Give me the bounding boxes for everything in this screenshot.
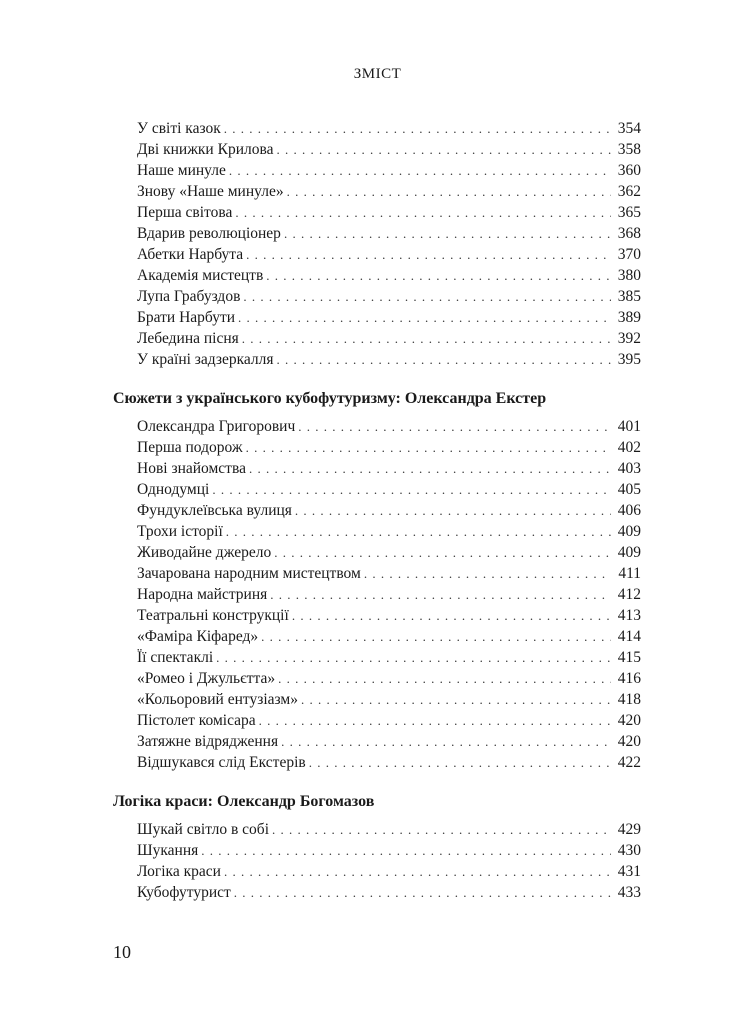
toc-entry-title: Олександра Григорович	[137, 418, 296, 435]
toc-entry-title: Перша світова	[137, 204, 233, 221]
toc-entry-page: 392	[617, 330, 641, 347]
dot-leader	[261, 626, 611, 647]
toc-entry-title: Кубофутурист	[137, 884, 231, 901]
toc-entry-title: Лупа Грабуздов	[137, 288, 241, 305]
toc-entry-page: 358	[617, 141, 641, 158]
dot-leader	[224, 861, 611, 882]
toc-entry-title: Шукання	[137, 842, 199, 859]
toc-entry	[113, 265, 641, 286]
toc-entry-title: Абетки Нарбута	[137, 246, 244, 263]
dot-leader	[229, 160, 611, 181]
toc-entry-title: Затяжне відрядження	[137, 733, 279, 750]
dot-leader	[281, 731, 611, 752]
dot-leader	[242, 328, 611, 349]
dot-leader	[234, 882, 611, 903]
toc-entry	[113, 500, 641, 521]
toc-entry-title: Нові знайомства	[137, 460, 246, 477]
toc-entry-page: 430	[617, 842, 641, 859]
toc-entry	[113, 819, 641, 840]
dot-leader	[284, 223, 611, 244]
table-of-contents	[113, 118, 641, 903]
toc-entry-page: 420	[617, 733, 641, 750]
dot-leader	[216, 647, 611, 668]
toc-entry	[113, 542, 641, 563]
dot-leader	[301, 689, 611, 710]
toc-entry-page: 368	[617, 225, 641, 242]
toc-entry-title: Шукай світло в собі	[137, 821, 269, 838]
dot-leader	[274, 542, 611, 563]
toc-entry-title: Академія мистецтв	[137, 267, 264, 284]
toc-entry	[113, 584, 641, 605]
toc-entry-title: Дві книжки Крилова	[137, 141, 274, 158]
dot-leader	[270, 584, 611, 605]
toc-entry-page: 385	[617, 288, 641, 305]
toc-entry	[113, 458, 641, 479]
dot-leader	[212, 479, 611, 500]
toc-entry-page: 422	[617, 754, 641, 771]
toc-entry-page: 420	[617, 712, 641, 729]
dot-leader	[235, 202, 611, 223]
dot-leader	[246, 244, 611, 265]
toc-entry-page: 429	[617, 821, 641, 838]
toc-entry	[113, 521, 641, 542]
toc-entry-title: Вдарив революціонер	[137, 225, 281, 242]
toc-entry-title: Театральні конструкції	[137, 607, 289, 624]
toc-entry-title: Фундуклеївська вулиця	[137, 502, 292, 519]
toc-entry-page: 433	[617, 884, 641, 901]
toc-entry-page: 413	[617, 607, 641, 624]
toc-entry	[113, 118, 641, 139]
toc-entry-page: 412	[617, 586, 641, 603]
dot-leader	[246, 437, 611, 458]
toc-entry	[113, 710, 641, 731]
toc-entry-title: Логіка краси	[137, 863, 221, 880]
toc-entry	[113, 307, 641, 328]
toc-entry-title: Зачарована народним мистецтвом	[137, 565, 361, 582]
dot-leader	[287, 181, 611, 202]
toc-entry	[113, 328, 641, 349]
dot-leader	[226, 521, 611, 542]
toc-entry-page: 418	[617, 691, 641, 708]
toc-entry-title: У країні задзеркалля	[137, 351, 274, 368]
toc-entry-title: Пістолет комісара	[137, 712, 256, 729]
toc-entry-title: Народна майстриня	[137, 586, 268, 603]
dot-leader	[201, 840, 611, 861]
toc-entry	[113, 731, 641, 752]
toc-entry-title: Перша подорож	[137, 439, 243, 456]
toc-entry-page: 365	[617, 204, 641, 221]
toc-section	[113, 388, 641, 773]
toc-entry	[113, 244, 641, 265]
toc-entry-page: 416	[617, 670, 641, 687]
toc-entry	[113, 202, 641, 223]
toc-entry	[113, 181, 641, 202]
toc-entry-page: 431	[617, 863, 641, 880]
toc-entry	[113, 861, 641, 882]
toc-entry	[113, 668, 641, 689]
dot-leader	[364, 563, 611, 584]
toc-entry	[113, 139, 641, 160]
toc-entry-page: 414	[617, 628, 641, 645]
dot-leader	[238, 307, 611, 328]
toc-entry-title: Живодайне джерело	[137, 544, 272, 561]
toc-section	[113, 118, 641, 370]
toc-entry-title: Її спектаклі	[137, 649, 214, 666]
toc-entry-title: Відшукався слід Екстерів	[137, 754, 306, 771]
dot-leader	[292, 605, 611, 626]
toc-entry-title: Лебедина пісня	[137, 330, 239, 347]
toc-entry	[113, 647, 641, 668]
toc-entry	[113, 563, 641, 584]
toc-entry	[113, 840, 641, 861]
toc-entry-title: «Ромео і Джульєтта»	[137, 670, 276, 687]
toc-entry	[113, 479, 641, 500]
toc-entry-page: 406	[617, 502, 641, 519]
toc-section	[113, 791, 641, 903]
dot-leader	[266, 265, 611, 286]
dot-leader	[243, 286, 611, 307]
page-number: 10	[113, 942, 131, 962]
toc-entry-page: 389	[617, 309, 641, 326]
dot-leader	[295, 500, 611, 521]
toc-entry	[113, 160, 641, 181]
toc-entry	[113, 605, 641, 626]
toc-entry-title: Трохи історії	[137, 523, 223, 540]
dot-leader	[298, 416, 611, 437]
running-head: ЗМІСТ	[353, 66, 402, 82]
dot-leader	[309, 752, 611, 773]
toc-entry	[113, 349, 641, 370]
toc-entry	[113, 416, 641, 437]
toc-entry	[113, 437, 641, 458]
toc-entry-page: 360	[617, 162, 641, 179]
toc-entry-page: 411	[618, 565, 641, 582]
dot-leader	[272, 819, 611, 840]
toc-entry-page: 362	[617, 183, 641, 200]
dot-leader	[278, 668, 611, 689]
dot-leader	[224, 118, 611, 139]
dot-leader	[259, 710, 611, 731]
toc-entry-page: 405	[617, 481, 641, 498]
toc-entry-page: 354	[617, 120, 641, 137]
toc-entry	[113, 286, 641, 307]
toc-entry-page: 409	[617, 523, 641, 540]
toc-entry-title: Наше минуле	[137, 162, 226, 179]
toc-entry	[113, 626, 641, 647]
toc-entry	[113, 689, 641, 710]
toc-entry-title: Брати Нарбути	[137, 309, 236, 326]
section-heading: Логіка краси: Олександр Богомазов	[113, 793, 375, 810]
toc-entry-title: Однодумці	[137, 481, 210, 498]
toc-entry-title: Знову «Наше минуле»	[137, 183, 284, 200]
toc-entry	[113, 882, 641, 903]
toc-entry	[113, 223, 641, 244]
dot-leader	[249, 458, 611, 479]
toc-entry-page: 380	[617, 267, 641, 284]
toc-entry-page: 402	[617, 439, 641, 456]
toc-entry-page: 401	[617, 418, 641, 435]
toc-entry-page: 370	[617, 246, 641, 263]
toc-entry-page: 409	[617, 544, 641, 561]
dot-leader	[276, 139, 611, 160]
toc-entry-title: «Фаміра Кіфаред»	[137, 628, 259, 645]
toc-entry-title: У світі казок	[137, 120, 221, 137]
dot-leader	[277, 349, 611, 370]
toc-entry	[113, 752, 641, 773]
section-heading: Сюжети з українського кубофутуризму: Олександра Екстер	[113, 390, 547, 407]
toc-entry-page: 403	[617, 460, 641, 477]
toc-entry-title: «Кольоровий ентузіазм»	[137, 691, 298, 708]
toc-entry-page: 395	[617, 351, 641, 368]
toc-entry-page: 415	[617, 649, 641, 666]
